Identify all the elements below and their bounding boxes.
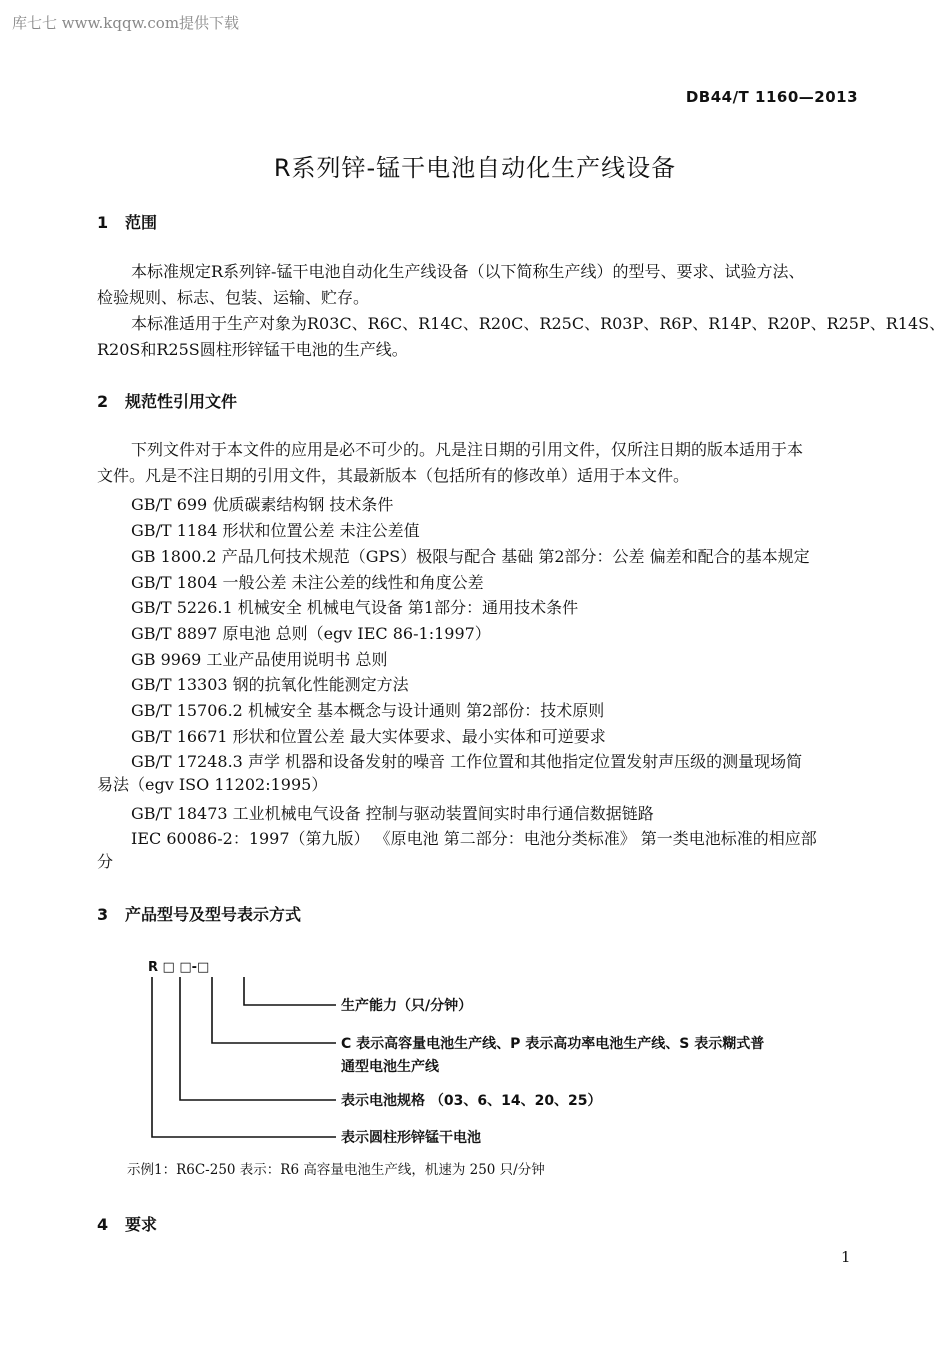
reference-item: GB/T 17248.3 声学 机器和设备发射的噪音 工作位置和其他指定位置发射声压级的测量现场简	[131, 752, 803, 771]
reference-continuation: 分	[97, 852, 114, 871]
paragraph-line: 检验规则、标志、包装、运输、贮存。	[97, 288, 370, 307]
section-title: 产品型号及型号表示方式	[125, 905, 302, 924]
example-text: 示例1：R6C-250 表示：R6 高容量电池生产线，机速为 250 只/分钟	[127, 1162, 545, 1178]
section-heading-normative-references	[97, 389, 237, 412]
reference-item: GB/T 699 优质碳素结构钢 技术条件	[131, 495, 394, 514]
standard-number: DB44/T 1160—2013	[685, 88, 858, 106]
paragraph-line: 文件。凡是不注日期的引用文件，其最新版本（包括所有的修改单）适用于本文件。	[97, 466, 690, 485]
paragraph-line: R20S和R25S圆柱形锌锰干电池的生产线。	[97, 340, 408, 359]
reference-item: GB/T 15706.2 机械安全 基本概念与设计通则 第2部份：技术原则	[131, 701, 605, 720]
model-code: R □ □-□	[148, 960, 210, 975]
section-number: 1	[97, 213, 109, 232]
section-title: 要求	[125, 1215, 158, 1234]
watermark: 库七七 www.kqqw.com提供下载	[12, 14, 240, 32]
section-heading-scope	[97, 210, 157, 233]
page-title: R系列锌-锰干电池自动化生产线设备	[273, 154, 677, 182]
reference-item: GB 1800.2 产品几何技术规范（GPS）极限与配合 基础 第2部分：公差 偏差和配合的基本规定	[131, 547, 810, 566]
paragraph-line: 本标准适用于生产对象为R03C、R6C、R14C、R20C、R25C、R03P、R6P、R14P、R20P、R25P、R14S、	[131, 314, 946, 333]
section-number: 2	[97, 392, 109, 411]
reference-item: GB 9969 工业产品使用说明书 总则	[131, 650, 388, 669]
page-number: 1	[841, 1248, 851, 1266]
diagram-label-type: C 表示高容量电池生产线、P 表示高功率电池生产线、S 表示糊式普	[341, 1036, 765, 1052]
section-heading-model	[97, 902, 301, 925]
section-title: 范围	[125, 213, 158, 232]
diagram-label-cylinder: 表示圆柱形锌锰干电池	[341, 1130, 481, 1146]
reference-item: GB/T 1804 一般公差 未注公差的线性和角度公差	[131, 573, 484, 592]
paragraph-line: 下列文件对于本文件的应用是必不可少的。凡是注日期的引用文件，仅所注日期的版本适用于本	[131, 440, 804, 459]
reference-continuation: 易法（egv ISO 11202:1995）	[97, 775, 328, 794]
section-title: 规范性引用文件	[125, 392, 238, 411]
reference-item: GB/T 18473 工业机械电气设备 控制与驱动装置间实时串行通信数据链路	[131, 804, 654, 823]
connector-capacity	[244, 977, 336, 1005]
connector-type	[212, 977, 336, 1043]
section-heading-requirements	[97, 1212, 157, 1235]
reference-item: GB/T 13303 钢的抗氧化性能测定方法	[131, 675, 409, 694]
section-number: 3	[97, 905, 109, 924]
reference-item: GB/T 5226.1 机械安全 机械电气设备 第1部分：通用技术条件	[131, 598, 579, 617]
connector-spec	[180, 977, 336, 1100]
diagram-label-spec: 表示电池规格 （03、6、14、20、25）	[341, 1093, 602, 1109]
diagram-label-capacity: 生产能力（只/分钟）	[341, 998, 473, 1014]
section-number: 4	[97, 1215, 109, 1234]
diagram-label-type-cont: 通型电池生产线	[341, 1059, 439, 1075]
paragraph-line: 本标准规定R系列锌-锰干电池自动化生产线设备（以下简称生产线）的型号、要求、试验方法、	[131, 262, 805, 281]
reference-item: GB/T 1184 形状和位置公差 未注公差值	[131, 521, 420, 540]
reference-item: GB/T 8897 原电池 总则（egv IEC 86-1:1997）	[131, 624, 491, 643]
model-code-diagram	[140, 955, 860, 1150]
reference-item: GB/T 16671 形状和位置公差 最大实体要求、最小实体和可逆要求	[131, 727, 606, 746]
reference-item: IEC 60086-2：1997（第九版） 《原电池 第二部分：电池分类标准》 第一类电池标准的相应部	[131, 829, 817, 848]
